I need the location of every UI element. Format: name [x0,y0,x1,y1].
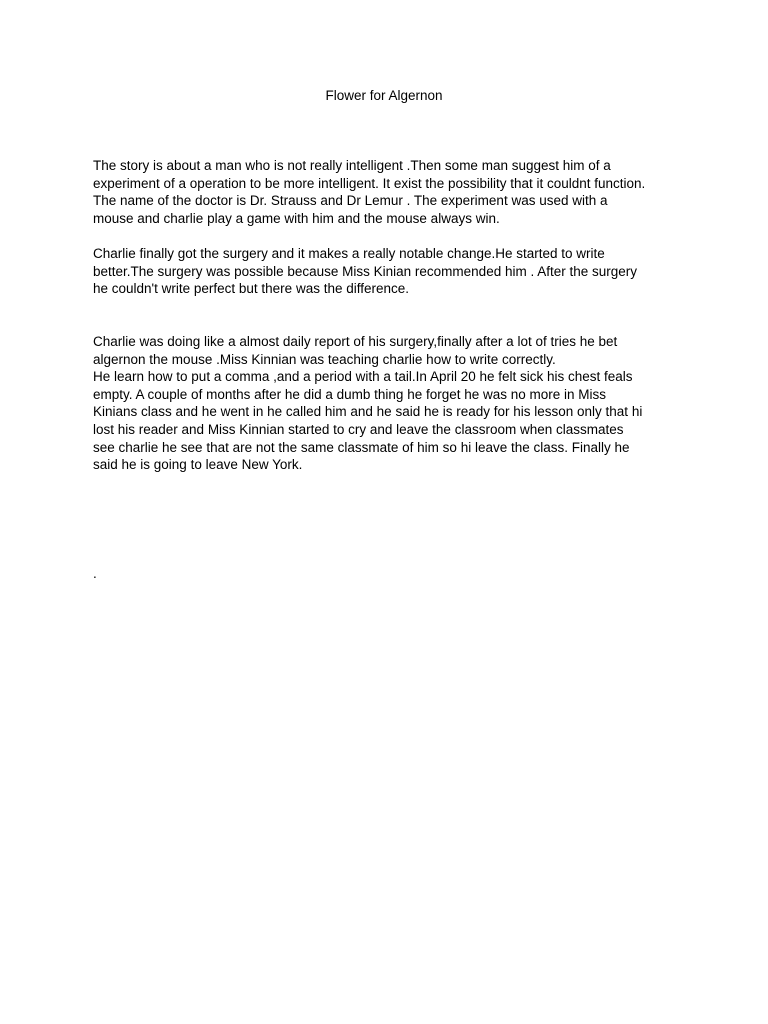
document-title: Flower for Algernon [325,88,443,103]
trailing-period: . [93,566,97,581]
paragraph-surgery: Charlie finally got the surgery and it makes a really notable change.He started to write better.The surgery was possible because Miss Kinian recommended him . After the surgery he couldn't write perfect but there was the difference. [93,246,638,297]
paragraph-progress-report: Charlie was doing like a almost daily report of his surgery,finally after a lot of tries he bet algernon the mouse .Miss Kinnian was teaching charlie how to write correctly. He learn how to put a comma ,and a period with a tail.In April 20 he felt sick his chest feals empty. A couple of months after he did a dumb thing he forget he was no more in Miss Kinians class and he went in he called him and he said he is ready for his lesson only that hi lost his reader and Miss Kinnian started to cry and leave the classroom when classmates see charlie he see that are not the same classmate of him so hi leave the class. Finally he said he is going to leave New York. [93,334,643,473]
paragraph-story-summary: The story is about a man who is not really intelligent .Then some man suggest him of a experiment of a operation to be more intelligent. It exist the possibility that it couldnt function. The name of the doctor is Dr. Strauss and Dr Lemur . The experiment was used with a mouse and charlie play a game with him and the mouse always win. [93,158,646,226]
